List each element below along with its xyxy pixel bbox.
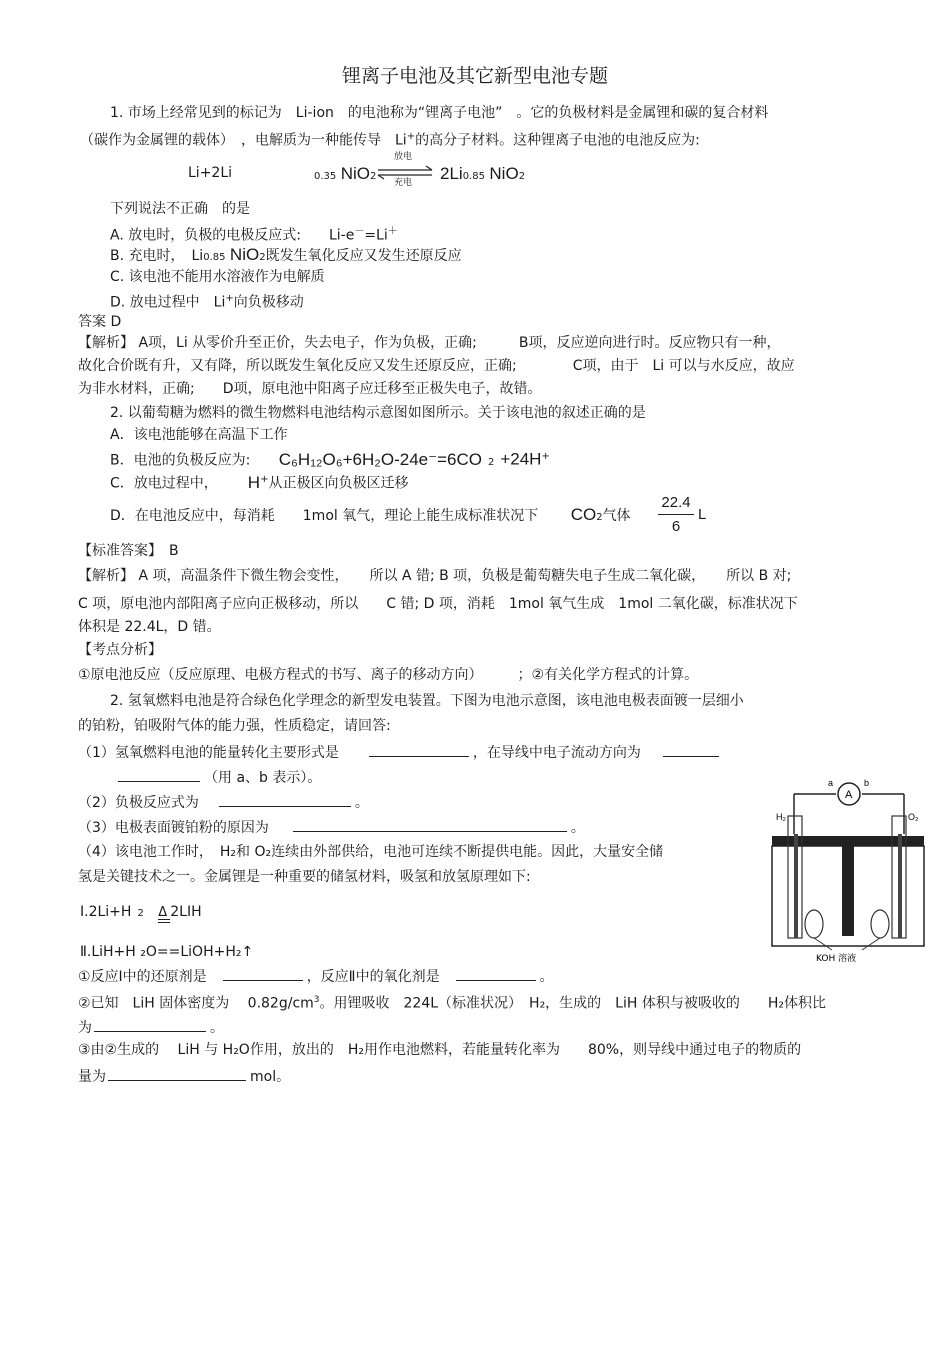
answer-blank-electron-mol[interactable] xyxy=(108,1066,246,1081)
answer-blank-direction-1[interactable] xyxy=(663,742,719,757)
q3-part3: （3）电极表面镀铂粉的原因为 。 xyxy=(78,817,585,837)
fuel-cell-illustration xyxy=(766,774,928,964)
q1-option-c: C. 该电池不能用水溶液作为电解质 xyxy=(110,269,325,285)
q1-equation-product: 2Li0.85 NiO2 xyxy=(440,164,526,183)
answer-blank-volume-ratio[interactable] xyxy=(94,1017,206,1032)
reaction-ii: Ⅱ.LiH+H ₂O==LiOH+H₂↑ xyxy=(80,944,254,960)
q3-stem-line2: 的铂粉，铂吸附气体的能力强，性质稳定，请回答: xyxy=(78,718,391,734)
q1-option-a: A. 放电时，负极的电极反应式: Li-e－=Li＋ xyxy=(110,226,398,244)
o2-label: O₂ xyxy=(908,812,919,822)
ammeter-icon: A xyxy=(845,789,853,801)
q2-option-c: C．放电过程中， H+从正极区向负极区迁移 xyxy=(110,472,409,492)
q1-stem: 下列说法不正确 的是 xyxy=(110,201,250,217)
fraction-numerator: 22.4 xyxy=(661,494,691,511)
reversible-arrow: 放电 充电 xyxy=(376,152,436,192)
q3-sub3: ③由②生成的 LiH 与 H₂O作用，放出的 H₂用作电池燃料，若能量转化率为 80%，则导线中通过电子的物质的 xyxy=(78,1042,802,1058)
q2-standard-answer: 【标准答案】 B xyxy=(78,543,179,559)
q1-equation-reactant: 0.35 NiO2 xyxy=(314,164,377,183)
q3-part2: （2）负极反应式为 。 xyxy=(78,792,369,812)
answer-blank-energy[interactable] xyxy=(369,742,469,757)
q1-option-d: D. 放电过程中 Li+向负极移动 xyxy=(110,293,304,311)
q1-intro-line2: （碳作为金属锂的载体） ，电解质为一种能传导 Li+的高分子材料。这种锂离子电池的电池反应为: xyxy=(80,131,700,149)
q3-sub3-cont: 量为 mol。 xyxy=(78,1066,290,1086)
page-title: 锂离子电池及其它新型电池专题 xyxy=(341,65,608,87)
q1-answer: 答案 D xyxy=(78,314,122,330)
q3-part1-cont: （用 a、b 表示）。 xyxy=(118,767,321,787)
q2-kaodian-heading: 【考点分析】 xyxy=(78,642,162,658)
fraction-denominator: 6 xyxy=(671,518,681,535)
q3-part4-line2: 氢是关键技术之一。金属锂是一种重要的储氢材料，吸氢和放氢原理如下: xyxy=(78,869,531,885)
q3-part1: （1）氢氧燃料电池的能量转化主要形式是 ，在导线中电子流动方向为 xyxy=(78,742,723,762)
terminal-b-label: b xyxy=(864,778,870,788)
q1-intro-line1: 1. 市场上经常见到的标记为 Li-ion 的电池称为“锂离子电池” 。它的负极材料是金属锂和碳的复合材料 xyxy=(110,105,769,121)
q1-equation-left: Li+2Li xyxy=(188,165,233,181)
q3-sub2: ②已知 LiH 固体密度为 $0.82g/cm^3$。用锂吸收 224L（标准状况） H₂，生成的 LiH 体积与被吸收的 H₂体积比 xyxy=(78,995,826,1012)
reaction-i: Ⅰ.2Li+H 2 Δ 2LIH xyxy=(80,903,202,923)
q2-option-a: A．该电池能够在高温下工作 xyxy=(110,427,288,443)
answer-blank-reductant[interactable] xyxy=(223,966,303,981)
q1-analysis-line2: 故化合价既有升，又有降，所以既发生氧化反应又发生还原反应，正确; C项，由于 Li 可以与水反应，故应 xyxy=(78,358,795,374)
terminal-a-label: a xyxy=(828,778,834,788)
fraction-unit: L xyxy=(698,506,707,523)
answer-blank-negative-reaction[interactable] xyxy=(219,792,351,807)
q3-sub1: ①反应Ⅰ中的还原剂是 ，反应Ⅱ中的氧化剂是 。 xyxy=(78,966,554,986)
q2-kaodian-text: ①原电池反应（反应原理、电极方程式的书写、离子的移动方向） ；②有关化学方程式的计算。 xyxy=(78,667,699,683)
q1-option-b: B. 充电时， Li0.85 NiO2既发生氧化反应又发生还原反应 xyxy=(110,245,462,264)
q2-stem: 2. 以葡萄糖为燃料的微生物燃料电池结构示意图如图所示。关于该电池的叙述正确的是 xyxy=(110,405,646,421)
q3-sub2-cont: 为 。 xyxy=(78,1017,224,1037)
q2-option-b: B．电池的负极反应为: C₆H₁₂O₆+6H₂O-24e⁻=6CO 2 +24H+ xyxy=(110,449,550,469)
q1-analysis-line1: 【解析】 A项，Li 从零价升至正价，失去电子，作为负极，正确; B项，反应逆向进行时。反应物只有一种， xyxy=(78,335,781,351)
answer-blank-oxidant[interactable] xyxy=(456,966,536,981)
fraction-bar xyxy=(658,514,694,515)
q2-analysis-line2: C 项，原电池内部阳离子应向正极移动，所以 C 错; D 项，消耗 1mol 氧气生成 1mol 二氧化碳，标准状况下 xyxy=(78,596,798,612)
answer-blank-platinum-reason[interactable] xyxy=(293,817,567,832)
fuel-cell-diagram xyxy=(766,774,928,964)
q2-analysis-line1: 【解析】 A 项，高温条件下微生物会变性， 所以 A 错; B 项，负极是葡萄糖失电子生成二氧化碳， 所以 B 对; xyxy=(78,568,792,584)
koh-label: KOH 溶液 xyxy=(816,954,857,964)
q2-analysis-line3: 体积是 22.4L，D 错。 xyxy=(78,619,221,635)
answer-blank-direction-2[interactable] xyxy=(118,767,200,782)
q3-stem-line1: 2. 氢氧燃料电池是符合绿色化学理念的新型发电装置。下图为电池示意图，该电池电极表面镀一层细小 xyxy=(110,693,744,709)
q1-analysis-line3: 为非水材料，正确; D项，原电池中阳离子应迁移至正极失电子，故错。 xyxy=(78,381,542,397)
heat-equals-sign: Δ xyxy=(158,903,170,922)
q2-option-d: D．在电池反应中，每消耗 1mol 氧气，理论上能生成标准状况下 CO2气体 xyxy=(110,505,631,524)
q3-part4-line1: （4）该电池工作时， H₂和 O₂连续由外部供给，电池可连续不断提供电能。因此，大量安全储 xyxy=(78,844,664,860)
h2-label: H₂ xyxy=(776,812,786,822)
